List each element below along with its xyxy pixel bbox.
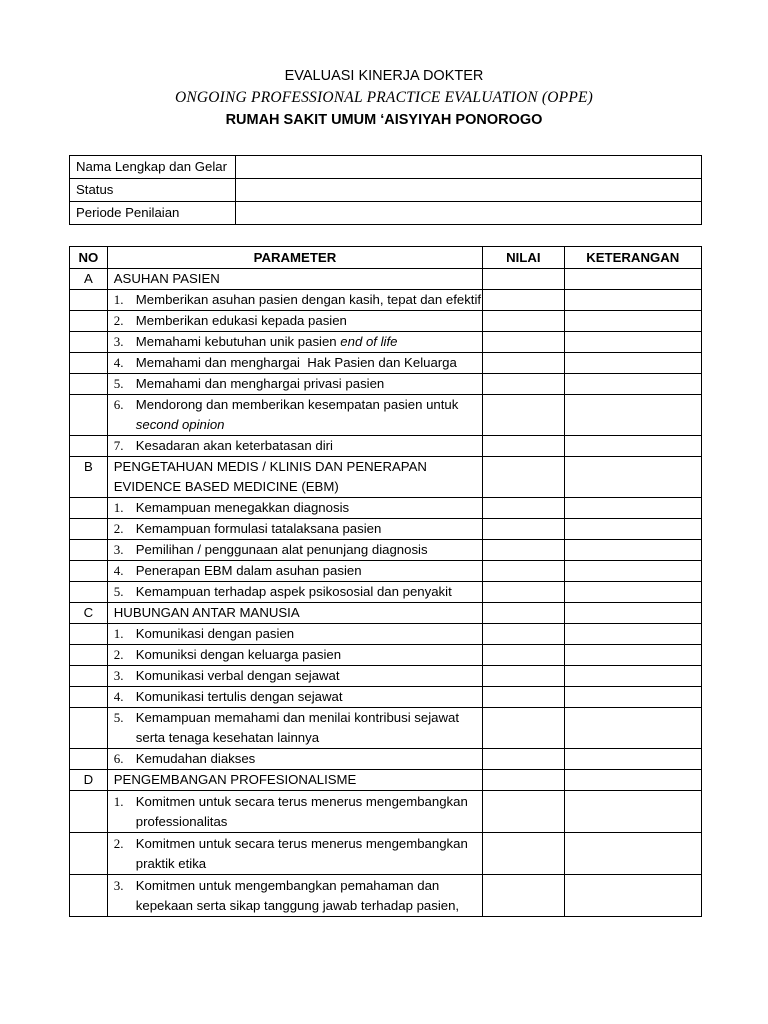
item-number: 5. bbox=[113, 376, 124, 391]
item-text-line2: kepekaan serta sikap tanggung jawab terhadap pasien, bbox=[135, 898, 460, 913]
header-parameter: PARAMETER bbox=[107, 247, 482, 269]
keterangan-cell[interactable] bbox=[564, 269, 701, 290]
nilai-cell[interactable] bbox=[483, 875, 564, 917]
item-number: 6. bbox=[113, 751, 124, 766]
keterangan-cell[interactable] bbox=[564, 791, 701, 833]
section-no: B bbox=[70, 457, 108, 498]
header-nilai: NILAI bbox=[483, 247, 564, 269]
item-text-italic: second opinion bbox=[135, 417, 225, 432]
item-text: Mendorong dan memberikan kesempatan pasien untuk bbox=[135, 397, 459, 412]
nilai-cell[interactable] bbox=[483, 519, 564, 540]
nilai-cell[interactable] bbox=[483, 395, 564, 436]
item-text: Komunikasi verbal dengan sejawat bbox=[135, 668, 340, 683]
nilai-cell[interactable] bbox=[483, 708, 564, 749]
item-text: Komunikasi dengan pasien bbox=[135, 626, 295, 641]
table-row bbox=[70, 332, 702, 353]
identity-table bbox=[69, 155, 702, 225]
section-row bbox=[70, 770, 702, 791]
period-label: Periode Penilaian bbox=[70, 202, 236, 225]
keterangan-cell[interactable] bbox=[564, 561, 701, 582]
table-row bbox=[70, 624, 702, 645]
table-row bbox=[70, 519, 702, 540]
identity-row bbox=[70, 179, 702, 202]
header-keterangan: KETERANGAN bbox=[564, 247, 701, 269]
table-row bbox=[70, 666, 702, 687]
form-subtitle: ONGOING PROFESSIONAL PRACTICE EVALUATION (OPPE) bbox=[174, 89, 594, 106]
item-number: 2. bbox=[113, 836, 124, 851]
item-text-line2: serta tenaga kesehatan lainnya bbox=[135, 730, 320, 745]
item-number: 2. bbox=[113, 313, 124, 328]
item-number: 5. bbox=[113, 584, 124, 599]
nilai-cell[interactable] bbox=[483, 498, 564, 519]
nilai-cell[interactable] bbox=[483, 561, 564, 582]
item-text: Memberikan asuhan pasien dengan kasih, tepat dan efektif bbox=[135, 292, 482, 307]
keterangan-cell[interactable] bbox=[564, 833, 701, 875]
item-number: 7. bbox=[113, 438, 124, 453]
table-row bbox=[70, 498, 702, 519]
item-text: Kemampuan terhadap aspek psikososial dan penyakit bbox=[135, 584, 452, 599]
table-row bbox=[70, 582, 702, 603]
table-row bbox=[70, 833, 702, 875]
item-number: 4. bbox=[113, 355, 124, 370]
item-text-line2: professionalitas bbox=[135, 814, 228, 829]
name-field[interactable] bbox=[236, 156, 702, 179]
item-number: 2. bbox=[113, 647, 124, 662]
item-number: 1. bbox=[113, 626, 124, 641]
table-row bbox=[70, 290, 702, 311]
item-number: 5. bbox=[113, 710, 124, 725]
keterangan-cell[interactable] bbox=[564, 624, 701, 645]
item-text: Memahami kebutuhan unik pasien end of life bbox=[135, 334, 398, 349]
table-row bbox=[70, 540, 702, 561]
nilai-cell[interactable] bbox=[483, 749, 564, 770]
table-row bbox=[70, 875, 702, 917]
nilai-cell[interactable] bbox=[483, 353, 564, 374]
item-text: Kemampuan menegakkan diagnosis bbox=[135, 500, 350, 515]
item-number: 1. bbox=[113, 794, 124, 809]
table-header-row bbox=[70, 247, 702, 269]
nilai-cell[interactable] bbox=[483, 666, 564, 687]
item-text: Komitmen untuk secara terus menerus mengembangkan bbox=[135, 794, 468, 809]
item-text-line2: praktik etika bbox=[135, 856, 207, 871]
name-label: Nama Lengkap dan Gelar bbox=[70, 156, 236, 179]
evaluation-table bbox=[69, 246, 702, 917]
nilai-cell[interactable] bbox=[483, 833, 564, 875]
hospital-name: RUMAH SAKIT UMUM ‘AISYIYAH PONOROGO bbox=[225, 112, 543, 128]
section-title: ASUHAN PASIEN bbox=[107, 269, 482, 290]
keterangan-cell[interactable] bbox=[564, 708, 701, 749]
keterangan-cell[interactable] bbox=[564, 498, 701, 519]
section-no: A bbox=[70, 269, 108, 290]
item-number: 3. bbox=[113, 542, 124, 557]
nilai-cell[interactable] bbox=[483, 311, 564, 332]
table-row bbox=[70, 395, 702, 436]
item-text: Komitmen untuk secara terus menerus mengembangkan bbox=[135, 836, 468, 851]
section-row bbox=[70, 457, 702, 498]
item-text: Komunikasi tertulis dengan sejawat bbox=[135, 689, 343, 704]
item-number: 2. bbox=[113, 521, 124, 536]
keterangan-cell[interactable] bbox=[564, 582, 701, 603]
keterangan-cell[interactable] bbox=[564, 457, 701, 498]
item-text: Memahami dan menghargai privasi pasien bbox=[135, 376, 385, 391]
nilai-cell[interactable] bbox=[483, 770, 564, 791]
keterangan-cell[interactable] bbox=[564, 645, 701, 666]
item-text: Kemampuan formulasi tatalaksana pasien bbox=[135, 521, 382, 536]
table-row bbox=[70, 645, 702, 666]
item-text: Penerapan EBM dalam asuhan pasien bbox=[135, 563, 362, 578]
table-row bbox=[70, 311, 702, 332]
nilai-cell[interactable] bbox=[483, 457, 564, 498]
nilai-cell[interactable] bbox=[483, 603, 564, 624]
item-number: 1. bbox=[113, 292, 124, 307]
identity-row bbox=[70, 156, 702, 179]
nilai-cell[interactable] bbox=[483, 624, 564, 645]
item-text: Kesadaran akan keterbatasan diri bbox=[135, 438, 333, 453]
item-number: 3. bbox=[113, 668, 124, 683]
nilai-cell[interactable] bbox=[483, 645, 564, 666]
table-row bbox=[70, 749, 702, 770]
item-number: 4. bbox=[113, 689, 124, 704]
period-field[interactable] bbox=[236, 202, 702, 225]
keterangan-cell[interactable] bbox=[564, 353, 701, 374]
nilai-cell[interactable] bbox=[483, 687, 564, 708]
section-title: PENGEMBANGAN PROFESIONALISME bbox=[107, 770, 482, 791]
item-number: 6. bbox=[113, 397, 124, 412]
table-row bbox=[70, 687, 702, 708]
section-no: D bbox=[70, 770, 108, 791]
item-text: Memberikan edukasi kepada pasien bbox=[135, 313, 347, 328]
nilai-cell[interactable] bbox=[483, 791, 564, 833]
table-row bbox=[70, 353, 702, 374]
keterangan-cell[interactable] bbox=[564, 687, 701, 708]
keterangan-cell[interactable] bbox=[564, 519, 701, 540]
item-number: 3. bbox=[113, 878, 124, 893]
status-label: Status bbox=[70, 179, 236, 202]
keterangan-cell[interactable] bbox=[564, 749, 701, 770]
section-title-line2: EVIDENCE BASED MEDICINE (EBM) bbox=[113, 479, 339, 494]
status-field[interactable] bbox=[236, 179, 702, 202]
keterangan-cell[interactable] bbox=[564, 395, 701, 436]
nilai-cell[interactable] bbox=[483, 290, 564, 311]
nilai-cell[interactable] bbox=[483, 540, 564, 561]
keterangan-cell[interactable] bbox=[564, 603, 701, 624]
keterangan-cell[interactable] bbox=[564, 875, 701, 917]
item-text: Kemudahan diakses bbox=[135, 751, 256, 766]
nilai-cell[interactable] bbox=[483, 332, 564, 353]
item-text: Kemampuan memahami dan menilai kontribusi sejawat bbox=[135, 710, 460, 725]
table-row bbox=[70, 561, 702, 582]
table-row bbox=[70, 374, 702, 395]
form-title: EVALUASI KINERJA DOKTER bbox=[284, 68, 484, 84]
nilai-cell[interactable] bbox=[483, 582, 564, 603]
table-row bbox=[70, 708, 702, 749]
item-text: Komuniksi dengan keluarga pasien bbox=[135, 647, 342, 662]
section-no: C bbox=[70, 603, 108, 624]
item-text: Pemilihan / penggunaan alat penunjang diagnosis bbox=[135, 542, 428, 557]
keterangan-cell[interactable] bbox=[564, 436, 701, 457]
section-title: PENGETAHUAN MEDIS / KLINIS DAN PENERAPAN bbox=[113, 459, 427, 474]
header-no: NO bbox=[70, 247, 108, 269]
table-row bbox=[70, 436, 702, 457]
section-row bbox=[70, 603, 702, 624]
item-text: Komitmen untuk mengembangkan pemahaman dan bbox=[135, 878, 440, 893]
nilai-cell[interactable] bbox=[483, 374, 564, 395]
item-text: Memahami dan menghargai Hak Pasien dan Keluarga bbox=[135, 355, 457, 370]
identity-row bbox=[70, 202, 702, 225]
keterangan-cell[interactable] bbox=[564, 332, 701, 353]
nilai-cell[interactable] bbox=[483, 436, 564, 457]
keterangan-cell[interactable] bbox=[564, 540, 701, 561]
keterangan-cell[interactable] bbox=[564, 770, 701, 791]
section-title: HUBUNGAN ANTAR MANUSIA bbox=[107, 603, 482, 624]
item-number: 4. bbox=[113, 563, 124, 578]
keterangan-cell[interactable] bbox=[564, 374, 701, 395]
table-row bbox=[70, 791, 702, 833]
keterangan-cell[interactable] bbox=[564, 311, 701, 332]
section-row bbox=[70, 269, 702, 290]
item-number: 3. bbox=[113, 334, 124, 349]
item-number: 1. bbox=[113, 500, 124, 515]
keterangan-cell[interactable] bbox=[564, 290, 701, 311]
keterangan-cell[interactable] bbox=[564, 666, 701, 687]
nilai-cell[interactable] bbox=[483, 269, 564, 290]
